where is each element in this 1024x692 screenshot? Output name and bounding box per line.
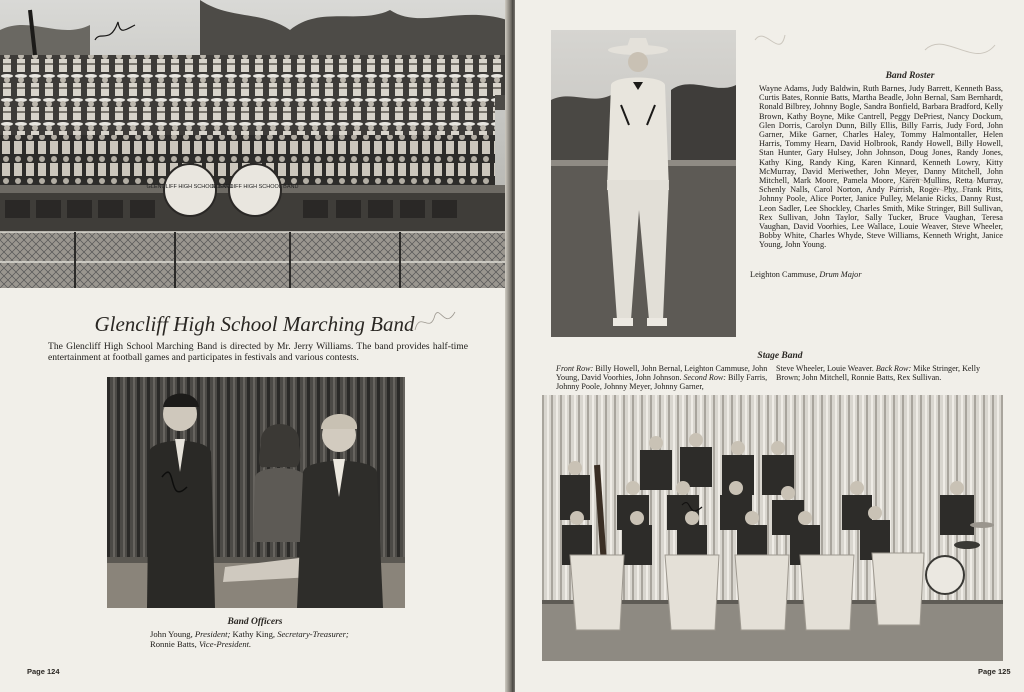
officer-name: John Young, [150, 629, 195, 639]
band-officers-heading: Band Officers [227, 617, 283, 627]
band-officers-caption [150, 629, 400, 649]
marching-band-photo [0, 0, 507, 288]
stage-band-photo [542, 395, 1003, 661]
officer-name: Ronnie Batts, [150, 639, 199, 649]
back-row-names: Mike Stringer, Kelly Brown; John Mitchell, Ronnie Batts, Rex Sullivan. [776, 364, 981, 382]
drum-major-role: Drum Major [819, 270, 862, 279]
bass-drum-text-left: GLENCLIFF HIGH SCHOOL BAND [146, 184, 234, 190]
band-roster-heading: Band Roster [885, 71, 935, 81]
back-row-label: Back Row: [875, 364, 912, 373]
stage-band-caption-column-1 [556, 364, 771, 391]
officer-role: Secretary-Treasurer; [277, 629, 349, 639]
stage-band-image [542, 395, 1003, 661]
drum-major-photo [551, 30, 736, 337]
band-officers-image [107, 377, 405, 608]
front-row-label: Front Row: [556, 364, 594, 373]
officer-name: Kathy King, [230, 629, 278, 639]
second-row-names-continued: Steve Wheeler, Louie Weaver. [776, 364, 876, 373]
page-number-right: Page 125 [978, 667, 1011, 676]
stage-band-caption-column-2 [776, 364, 1006, 382]
second-row-label: Second Row: [683, 373, 726, 382]
page-title: Glencliff High School Marching Band [94, 312, 415, 336]
right-page [515, 0, 1024, 692]
bass-drum-text-right: GLENCLIFF HIGH SCHOOL BAND [211, 184, 299, 190]
drum-major-name: Leighton Cammuse, [750, 270, 820, 279]
officer-role: Vice-President. [198, 639, 252, 649]
band-roster-list: Wayne Adams, Judy Baldwin, Ruth Barnes, Judy Barrett, Kenneth Bass, Curtis Bates, Ronnie Batts, Martha Beadle, John Bernal, Sam Bernhardt, Ronald Bilbrey, Johnny Bogle, Sandra Bonfield, Barbara Bradford, Kelly Brown, Kathy Boyne, Mike Cantrell, Peggy DePriest, Nancy Dockum, Glen Dorris, Carolyn Dunn, Billy Ellis, Billy Farris, Judy Ford, John Garner, Mike Garner, Charles Haley, Tommy Halmontaller, Helen Harris, Tommy Hearn, David Holbrook, Randy Howell, Billy Howell, Stan Hunter, Gary Hulsey, John Johnson, Doug Jones, Randy Jones, Kathy King, Randy King, Karen Kinnard, Kenneth Lowry, Kitty McMurray, David Meriwether, John Meyer, Danny Mitchell, John Mitchell, Mark Moore, Pamela Moore, Karen Mullins, Retta Murray, Schenly Nalls, Carol Norton, Andy Parrish, Roger Phy, Frank Pitts, Johnny Poole, Alice Porter, Janice Pulley, Melanie Ricks, Danny Rust, Leon Sadler, Lee Shockley, Charles Smith, Mike Stringer, Bill Sullivan, Rex Sullivan, John Taylor, Sally Tucker, Bruce Vaughan, Teresa Vaughan, David Voorhies, Lee Wallace, Louie Weaver, Steve Wheeler, Bobby White, Charles Whyde, Steve Williams, Kenneth Wright, Janice Young, John Young. [759, 84, 1003, 250]
drum-major-caption [750, 270, 862, 279]
marching-band-image [0, 0, 507, 288]
officer-role: President; [194, 629, 231, 639]
drum-major-image [551, 30, 736, 337]
band-intro-paragraph: The Glencliff High School Marching Band is directed by Mr. Jerry Williams. The band provides half-time entertainment at football games and participates in festivals and various contests. [48, 341, 468, 363]
band-officers-photo [107, 377, 405, 608]
page-number-left: Page 124 [27, 667, 60, 676]
second-row-names: Billy Farris, Johnny Poole, Johnny Meyer, Johnny Garner, [556, 373, 768, 391]
stage-band-heading: Stage Band [757, 351, 803, 361]
front-row-names: Billy Howell, John Bernal, Leighton Cammuse, John Young, David Voorhies, John Johnson. [556, 364, 768, 382]
left-page [0, 0, 509, 692]
